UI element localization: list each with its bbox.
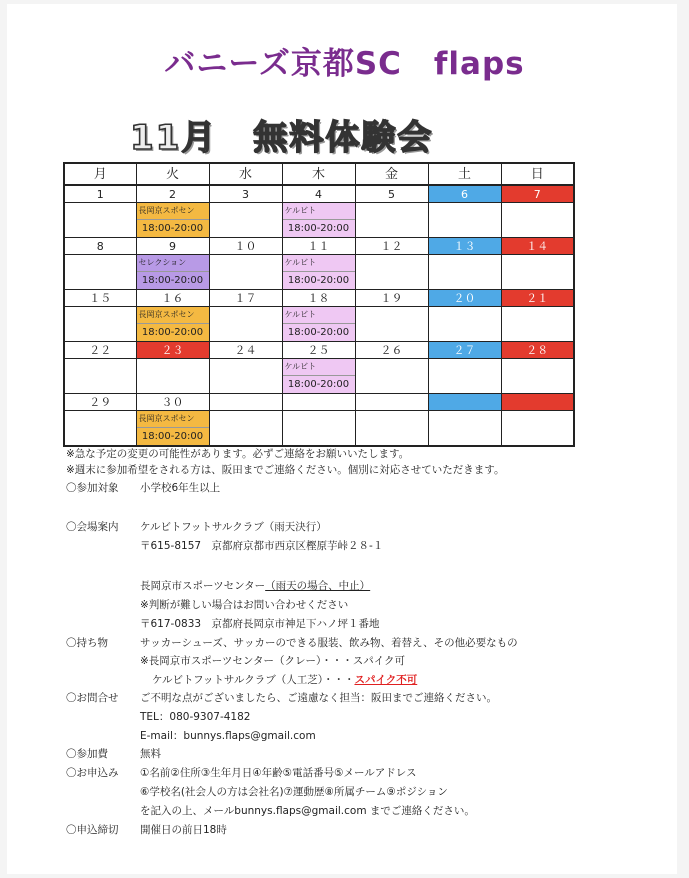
deadline-value: 開催日の前日18時 [140,824,227,836]
event-cell [136,255,209,290]
date-cell: １８ [282,290,355,307]
items-line3 [152,672,417,688]
event-title: 11月 無料体験会 [130,118,434,158]
event-box [283,203,355,237]
items-line1: サッカーシューズ、サッカーのできる服装、飲み物、着替え、その他必要なもの [140,637,518,649]
date-cell: 3 [209,185,282,203]
event-cell [501,203,574,238]
weekday-header: 土 [428,163,501,185]
event-name: ケルビト [283,359,355,376]
event-row [64,359,574,394]
note-2: ※週末に参加希望をされる方は、阪田までご連絡ください。個別に対応させていただきます。 [66,464,505,476]
contact-label: 〇お問合せ [66,692,119,704]
weekday-header: 木 [282,163,355,185]
event-cell [355,307,428,342]
weekday-header: 火 [136,163,209,185]
date-cell: ２４ [209,342,282,359]
event-cell [209,307,282,342]
date-cell: 9 [136,238,209,255]
date-row [64,185,574,203]
items-line2: ※長岡京市スポーツセンター（クレー）・・・スパイク可 [140,655,405,667]
date-cell: 7 [501,185,574,203]
event-box [283,307,355,341]
event-cell [64,411,136,447]
date-cell: 4 [282,185,355,203]
weekday-header: 水 [209,163,282,185]
date-cell: ２１ [501,290,574,307]
note-1: ※急な予定の変更の可能性があります。必ずご連絡をお願いいたします。 [66,448,410,460]
date-cell: ２０ [428,290,501,307]
calendar-table [63,162,575,447]
event-name: 長岡京スポセン [137,411,209,428]
date-cell [282,394,355,411]
apply-line1: ①名前②住所③生年月日④年齢⑤電話番号⑤メールアドレス [140,767,417,779]
event-box [137,411,209,445]
event-time: 18:00-20:00 [141,431,204,442]
date-cell: １４ [501,238,574,255]
event-name: ケルビト [283,255,355,272]
event-time: 18:00-20:00 [287,327,350,338]
event-cell [64,307,136,342]
contact-tel: TEL：080-9307-4182 [140,711,251,723]
apply-line3: を記入の上、メールbunnys.flaps@gmail.com までご連絡ください。 [140,805,475,817]
event-time: 18:00-20:00 [287,223,350,234]
event-cell [282,255,355,290]
date-cell: １３ [428,238,501,255]
event-time: 18:00-20:00 [287,379,350,390]
event-cell [428,307,501,342]
date-cell: １２ [355,238,428,255]
event-name: セレクション [137,255,209,272]
event-box [283,359,355,393]
event-row [64,255,574,290]
event-name: 長岡京スポセン [137,203,209,220]
venue-label: 〇会場案内 [66,521,119,533]
venue2-line2: ※判断が難しい場合はお問い合わせください [140,599,349,611]
date-cell: ２８ [501,342,574,359]
spike-not-allowed: スパイク不可 [354,674,418,686]
date-row [64,290,574,307]
event-name: 長岡京スポセン [137,307,209,324]
date-cell: ２２ [64,342,136,359]
date-cell [355,394,428,411]
date-cell [501,394,574,411]
date-row [64,394,574,411]
date-cell: 1 [64,185,136,203]
date-cell [209,394,282,411]
event-cell [209,203,282,238]
items-label: 〇持ち物 [66,637,108,649]
weekday-header-row [64,163,574,185]
date-cell [428,394,501,411]
event-cell [136,359,209,394]
date-cell: １７ [209,290,282,307]
event-cell [428,411,501,447]
date-cell: ２６ [355,342,428,359]
event-cell [428,203,501,238]
event-cell [282,411,355,447]
event-time: 18:00-20:00 [287,275,350,286]
fee-value: 無料 [140,748,161,760]
target-label: 〇参加対象 [66,482,119,494]
event-cell [209,359,282,394]
weekday-header: 金 [355,163,428,185]
event-cell [282,359,355,394]
weekday-header: 月 [64,163,136,185]
event-cell [501,411,574,447]
event-name: ケルビト [283,307,355,324]
date-cell: ２７ [428,342,501,359]
items-line3-text: ケルビトフットサルクラブ（人工芝）・・・ [152,674,355,686]
event-cell [428,359,501,394]
contact-mail: E-mail：bunnys.flaps@gmail.com [140,730,316,742]
event-cell [501,307,574,342]
date-cell: ３０ [136,394,209,411]
date-cell: 8 [64,238,136,255]
event-cell [501,359,574,394]
date-cell: ２９ [64,394,136,411]
event-row [64,411,574,447]
event-cell [209,411,282,447]
deadline-label: 〇申込締切 [66,824,119,836]
venue1-address: 〒615-8157 京都府京都市西京区樫原芋峠２８-１ [140,540,384,552]
event-cell [64,203,136,238]
event-cell [136,203,209,238]
venue1-name: ケルビトフットサルクラブ（雨天決行） [140,521,327,533]
venue2-name: 長岡京市スポーツセンター [140,580,266,592]
event-cell [136,411,209,447]
date-row [64,342,574,359]
event-cell [501,255,574,290]
target-value: 小学校6年生以上 [140,482,221,494]
event-cell [355,203,428,238]
date-cell: １６ [136,290,209,307]
date-row [64,238,574,255]
apply-line2: ⑥学校名(社会人の方は会社名)⑦運動歴⑧所属チーム⑨ポジション [140,786,448,798]
event-box [137,307,209,341]
event-cell [282,203,355,238]
event-cell [428,255,501,290]
date-cell: １９ [355,290,428,307]
venue2-name-line [140,578,370,594]
fee-label: 〇参加費 [66,748,108,760]
date-cell: １５ [64,290,136,307]
event-cell [64,255,136,290]
date-cell: ２５ [282,342,355,359]
event-box [283,255,355,289]
event-name: ケルビト [283,203,355,220]
event-cell [355,255,428,290]
contact-line1: ご不明な点がございましたら、ご遠慮なく担当：阪田までご連絡ください。 [140,692,497,704]
event-time: 18:00-20:00 [141,275,204,286]
event-time: 18:00-20:00 [141,223,204,234]
event-cell [64,359,136,394]
date-cell: 5 [355,185,428,203]
event-time: 18:00-20:00 [141,327,204,338]
apply-label: 〇お申込み [66,767,119,779]
event-cell [136,307,209,342]
date-cell: １１ [282,238,355,255]
event-cell [209,255,282,290]
venue2-note: （雨天の場合、中止） [265,580,371,592]
venue2-address: 〒617-0833 京都府長岡京市神足下ハノ坪１番地 [140,618,380,630]
club-title: バニーズ京都SC flaps [164,46,525,82]
notes [66,446,666,478]
event-row [64,203,574,238]
event-cell [355,359,428,394]
date-cell: 6 [428,185,501,203]
date-cell: ２３ [136,342,209,359]
event-cell [282,307,355,342]
event-box [137,255,209,289]
event-box [137,203,209,237]
weekday-header: 日 [501,163,574,185]
event-row [64,307,574,342]
date-cell: 2 [136,185,209,203]
event-cell [355,411,428,447]
date-cell: １０ [209,238,282,255]
